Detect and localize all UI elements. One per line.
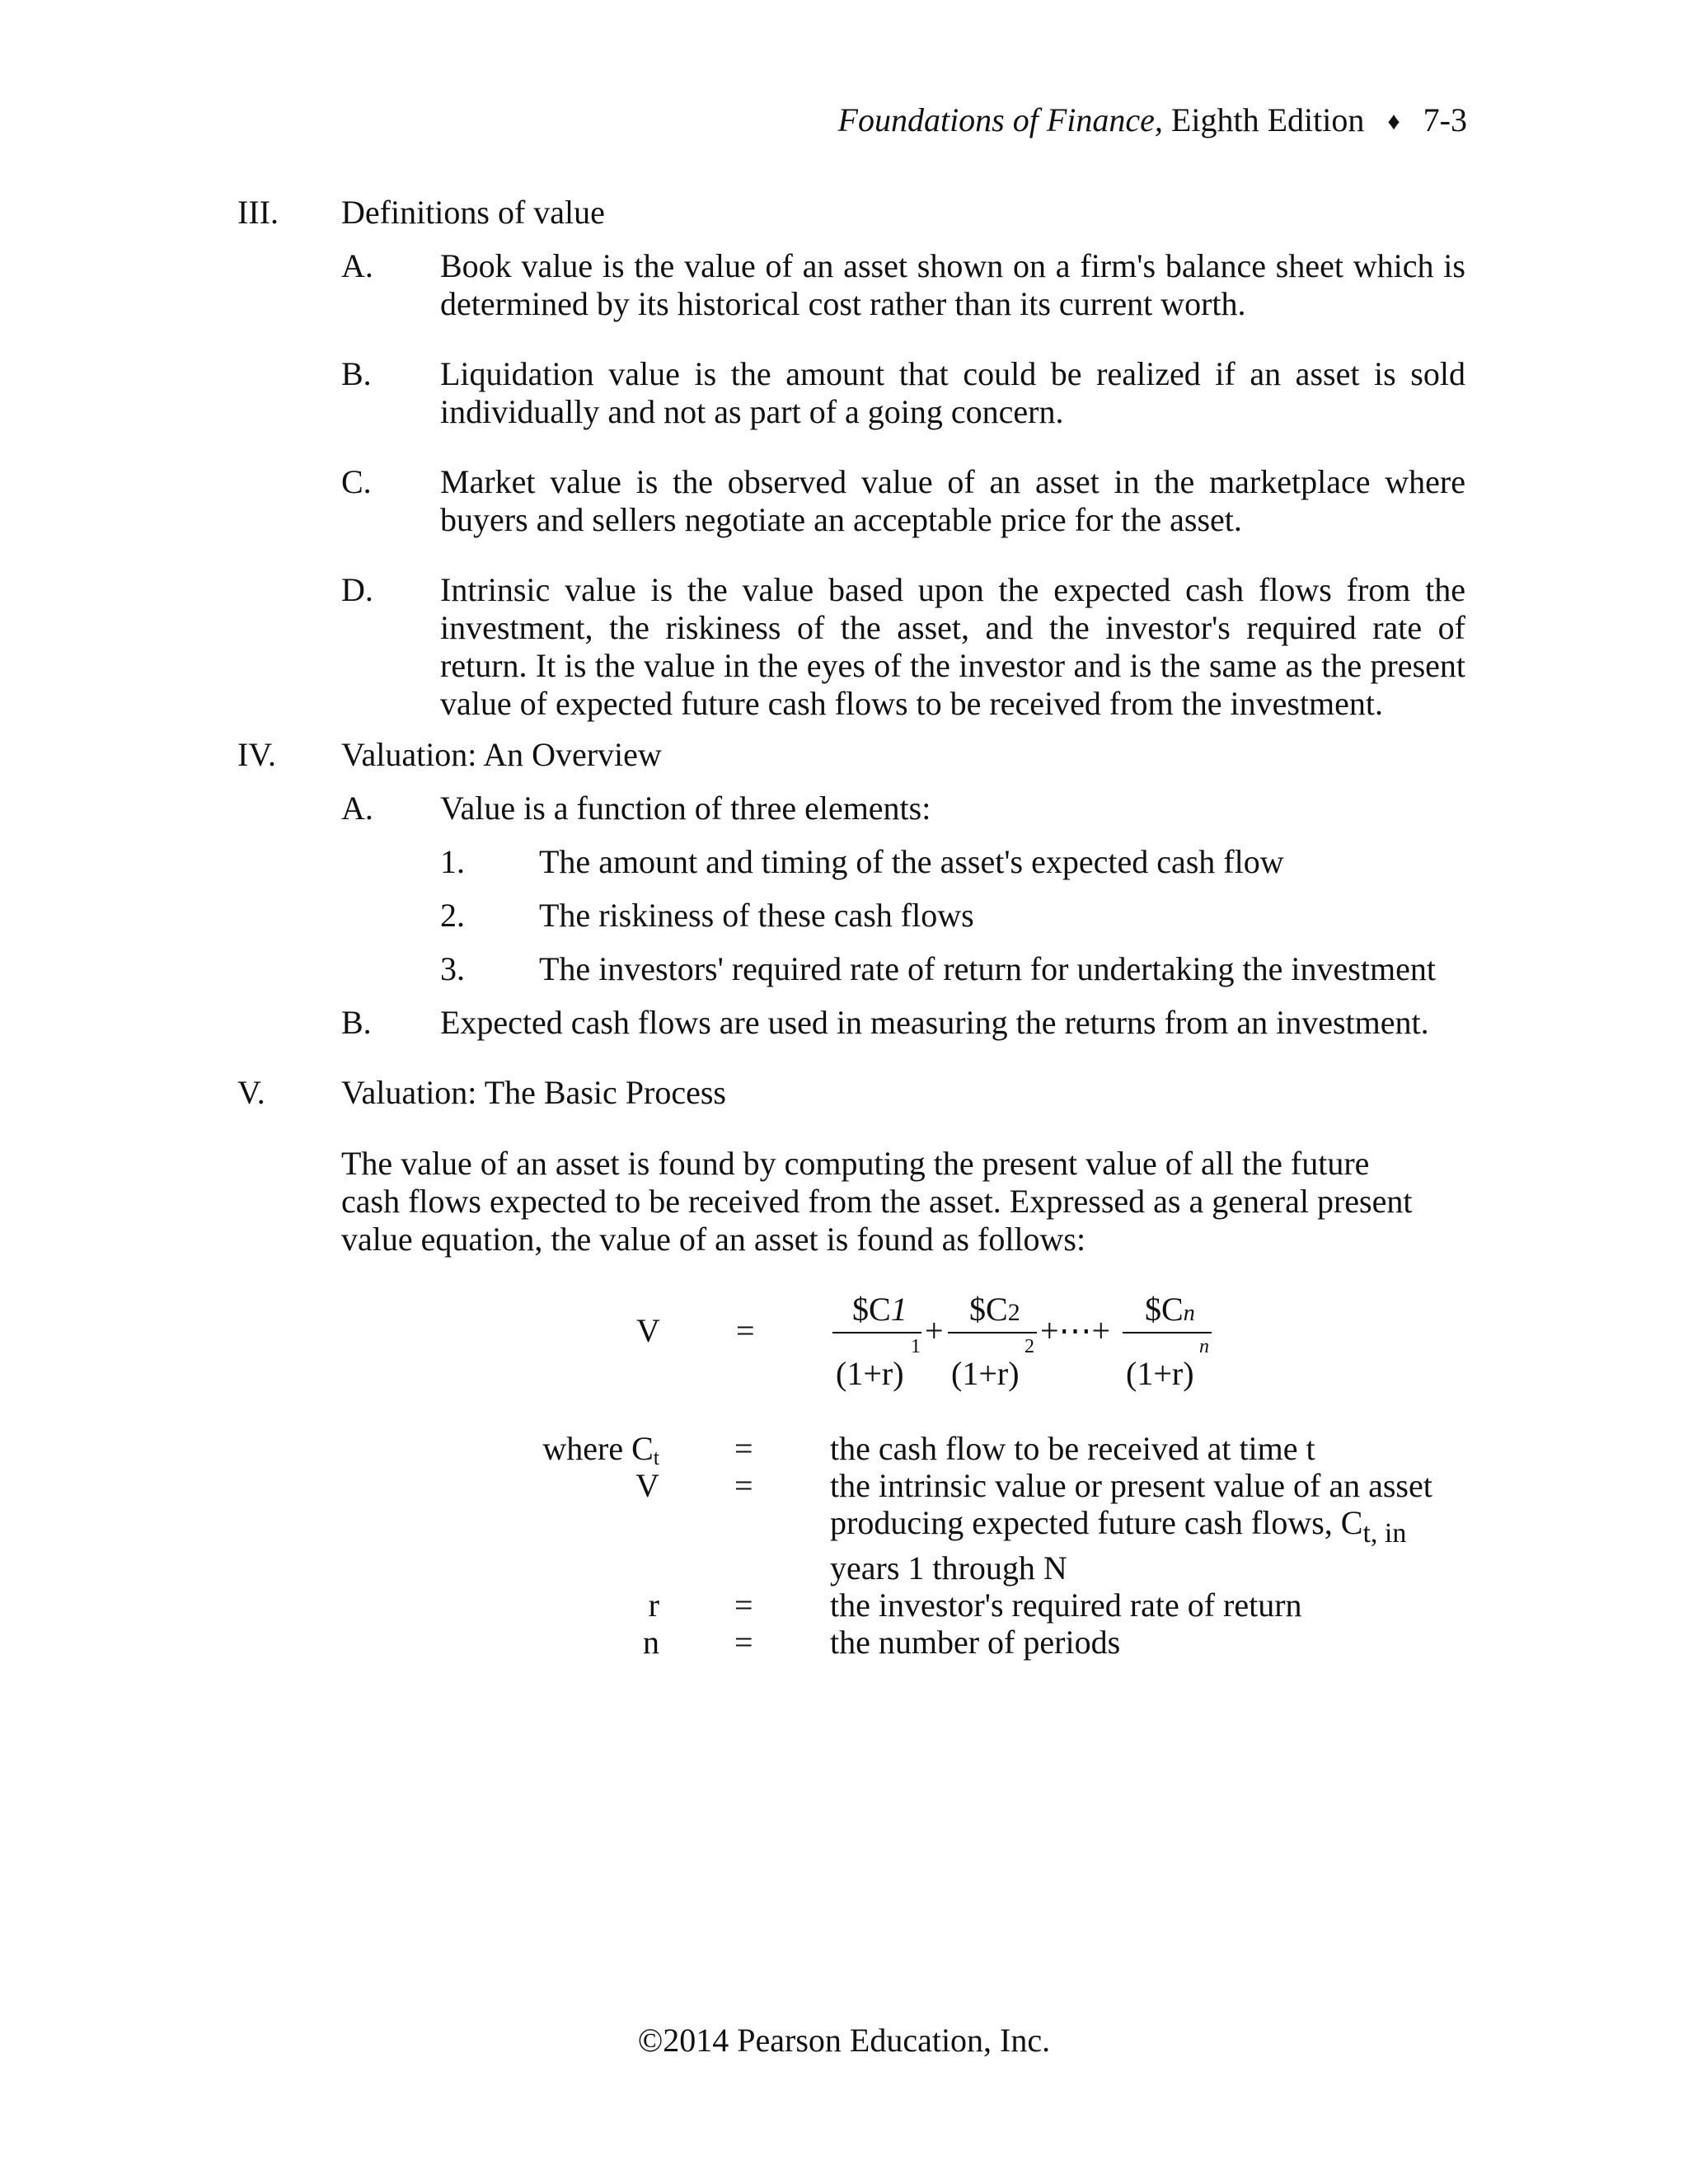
- definition-text: the investor's required rate of return: [830, 1586, 1302, 1624]
- item-letter: A.: [341, 247, 373, 284]
- item-text: Expected cash flows are used in measuring the returns from an investment.: [440, 1004, 1429, 1041]
- definition-equals: =: [734, 1430, 753, 1467]
- definition-equals: =: [734, 1624, 753, 1661]
- fraction-bar: [948, 1332, 1037, 1333]
- section-title: Definitions of value: [341, 194, 605, 231]
- item-text: Liquidation value is the amount that could be realized if an asset is sold individually and not as part of a going concern.: [440, 355, 1465, 430]
- list-item: The amount and timing of the asset's expected cash flow: [539, 843, 1284, 880]
- exponent: n: [1199, 1336, 1209, 1357]
- definition-text: the cash flow to be received at time t: [830, 1430, 1315, 1467]
- list-number: 1.: [440, 843, 465, 880]
- definition-text: the number of periods: [830, 1624, 1121, 1661]
- list-number: 3.: [440, 950, 465, 987]
- denominator: (1+r): [951, 1355, 1020, 1392]
- fraction-bar: [1123, 1332, 1212, 1333]
- paragraph: The value of an asset is found by computing the present value of all the future cash flows expected to be received from the asset. Expressed as a general present value equation, the value of an asset is found as follows:: [341, 1145, 1413, 1258]
- section-title: Valuation: An Overview: [341, 736, 662, 773]
- item-text: Intrinsic value is the value based upon the expected cash flows from the investment, the riskiness of the asset, and the investor's required rate of return. It is the value in the eyes of the investor and is the same as the present value of expected future cash flows to be received from the investment.: [440, 571, 1465, 722]
- definition-label: n: [643, 1624, 659, 1661]
- numerator: $C1: [852, 1291, 907, 1328]
- definition-text: producing expected future cash flows, $C_{t, in}$: [830, 1504, 1407, 1549]
- diamond-separator-icon: ♦: [1387, 108, 1400, 135]
- exponent: 1: [911, 1336, 921, 1357]
- equation-equals: =: [736, 1312, 755, 1349]
- equation-lhs: V: [636, 1312, 660, 1349]
- item-text: Value is a function of three elements:: [440, 790, 931, 827]
- copyright-footer: ©2014 Pearson Education, Inc.: [637, 2022, 1051, 2059]
- book-title: Foundations of Finance,: [837, 101, 1163, 138]
- list-number: 2.: [440, 897, 465, 934]
- definition-label: where $C_t$: [542, 1430, 659, 1469]
- section-numeral: III.: [237, 194, 279, 231]
- denominator: (1+r): [836, 1355, 904, 1392]
- list-item: The riskiness of these cash flows: [539, 897, 974, 934]
- item-letter: C.: [341, 463, 372, 500]
- numerator: $Cn: [1145, 1291, 1195, 1328]
- definition-equals: =: [734, 1467, 753, 1504]
- exponent: 2: [1025, 1336, 1034, 1357]
- edition: Eighth Edition: [1170, 101, 1365, 138]
- item-text: Market value is the observed value of an asset in the marketplace where buyers and sellers negotiate an acceptable price for the asset.: [440, 463, 1465, 538]
- plus-sign: +: [925, 1312, 944, 1349]
- definition-label: V: [635, 1467, 659, 1504]
- list-item: The investors' required rate of return for undertaking the investment: [539, 950, 1436, 987]
- numerator: $C2: [969, 1291, 1020, 1328]
- item-letter: A.: [341, 790, 373, 827]
- definition-text: years 1 through N: [830, 1549, 1067, 1586]
- fraction-bar: [832, 1332, 921, 1333]
- section-title: Valuation: The Basic Process: [341, 1074, 726, 1111]
- item-text: Book value is the value of an asset shown on a firm's balance sheet which is determined by its historical cost rather than its current worth.: [440, 247, 1465, 322]
- item-letter: B.: [341, 1004, 372, 1041]
- section-numeral: V.: [237, 1074, 265, 1111]
- denominator: (1+r): [1126, 1355, 1194, 1392]
- ellipsis-plus: +⋯+: [1040, 1312, 1111, 1349]
- definition-label: r: [648, 1586, 659, 1624]
- section-numeral: IV.: [237, 736, 277, 773]
- definition-equals: =: [734, 1586, 753, 1624]
- page-number: 7-3: [1423, 101, 1467, 138]
- item-letter: D.: [341, 571, 373, 608]
- definition-text: the intrinsic value or present value of an asset: [830, 1467, 1432, 1504]
- page-header: [838, 101, 1467, 143]
- item-letter: B.: [341, 355, 372, 392]
